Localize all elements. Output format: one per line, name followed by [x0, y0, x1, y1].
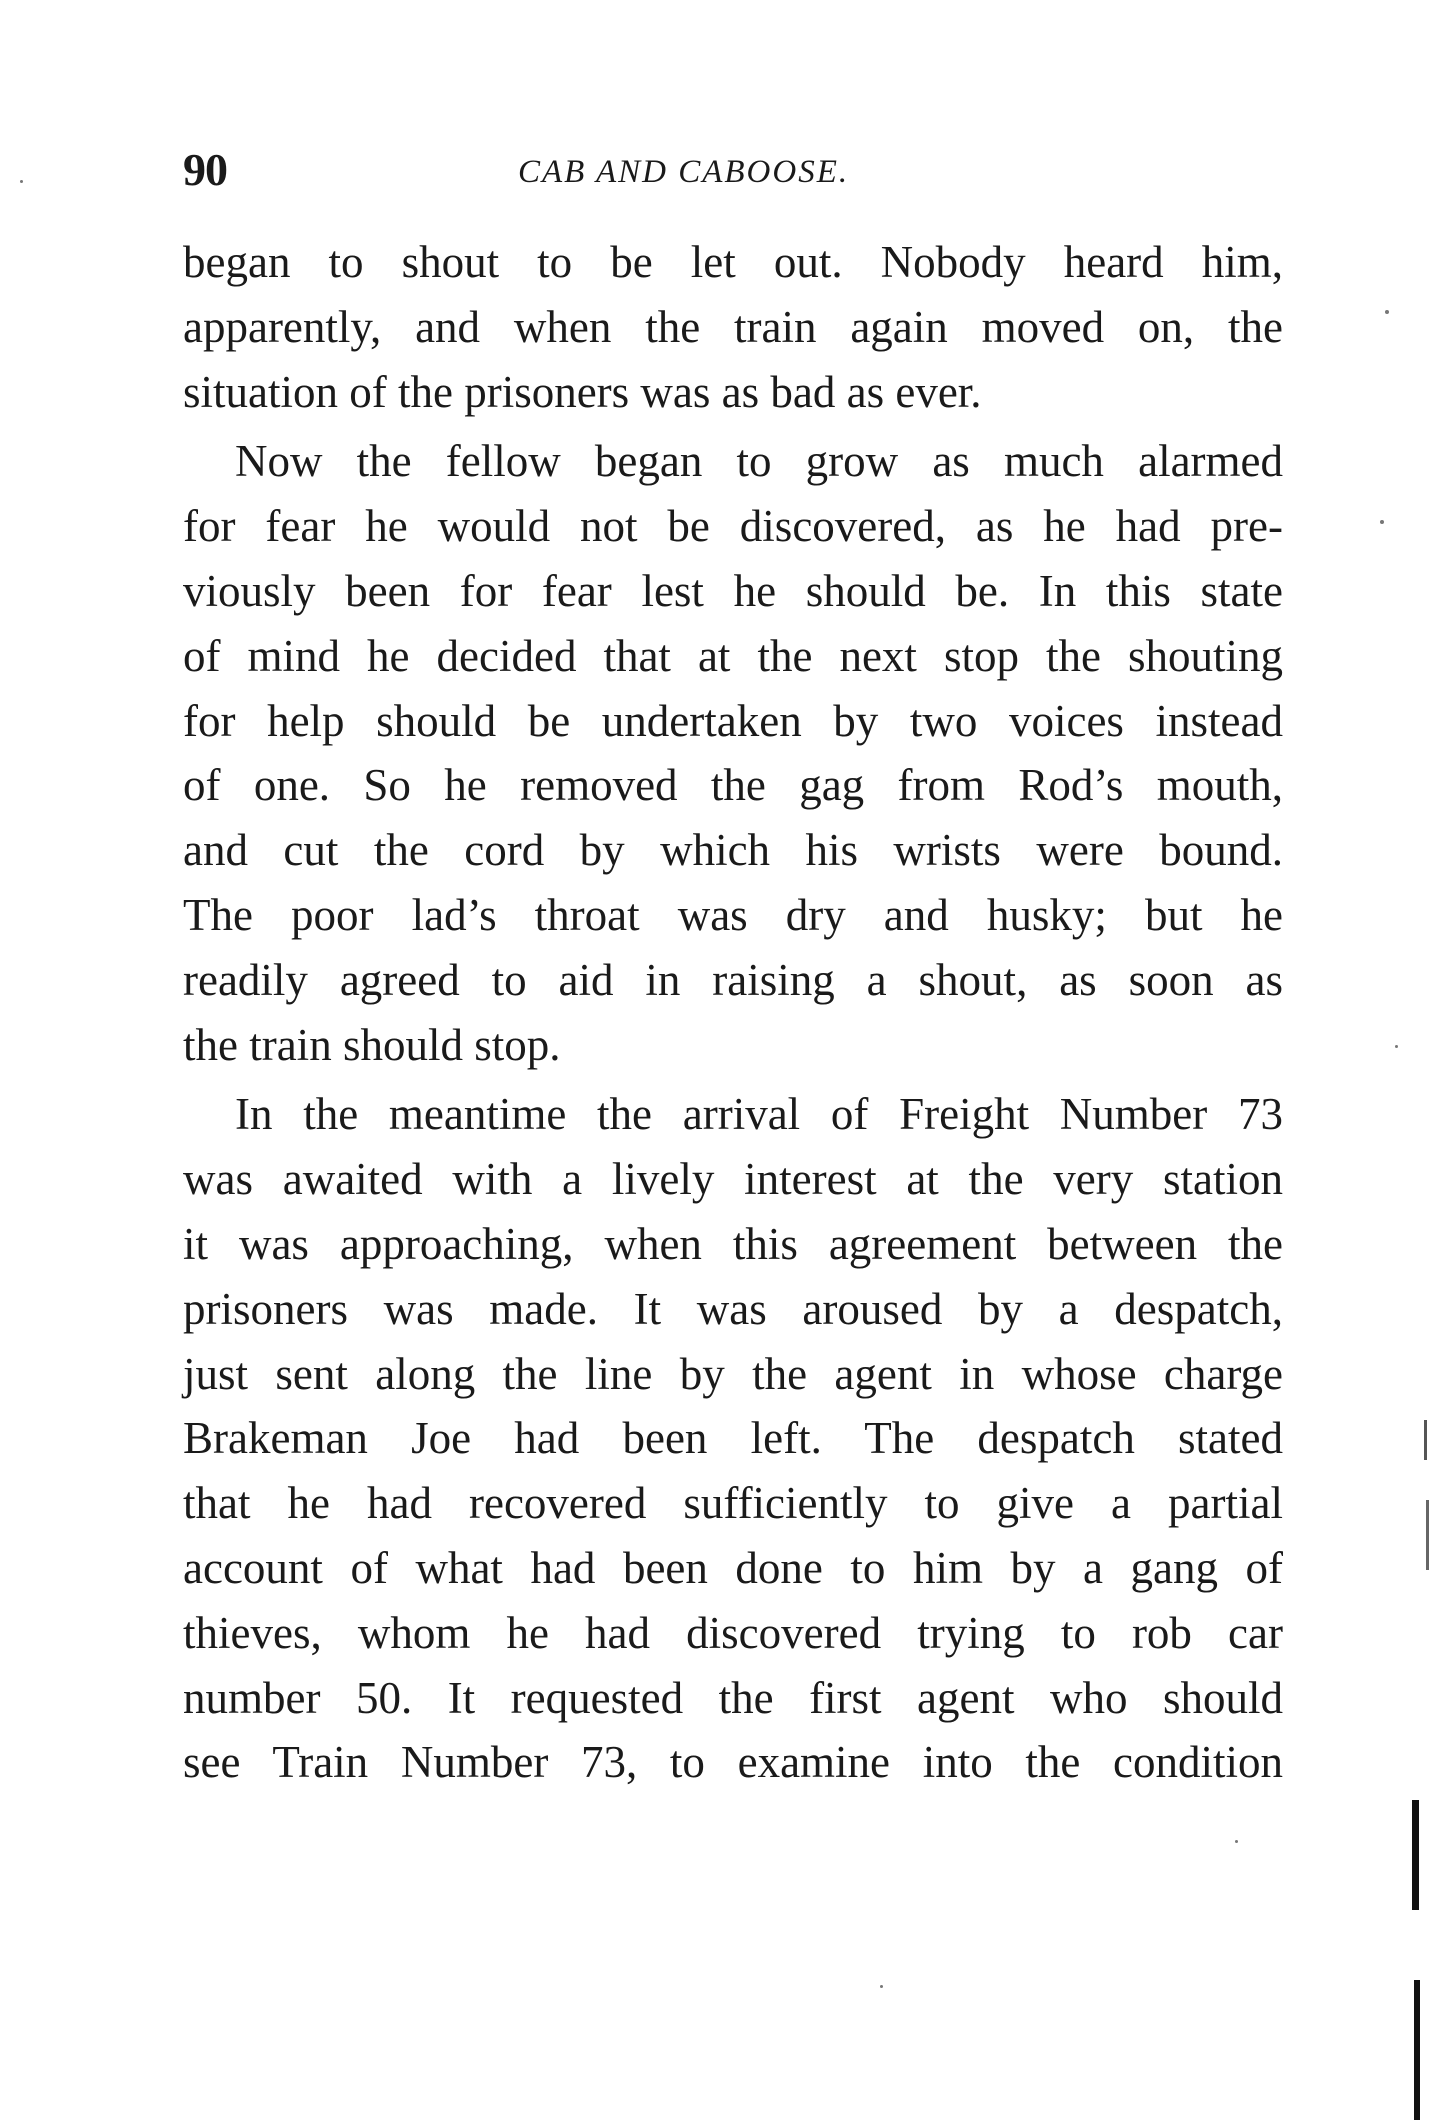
text-line: number 50. It requested the first agent who should [183, 1672, 1283, 1723]
scan-speck [880, 1985, 883, 1988]
scan-edge-mark [1426, 1500, 1429, 1570]
text-line: thieves, whom he had discovered trying to rob car [183, 1607, 1283, 1658]
scan-speck [1395, 1045, 1398, 1048]
page-header [183, 140, 1283, 200]
scan-edge-mark [1412, 1800, 1419, 1910]
text-line: it was approaching, when this agreement between the [183, 1218, 1283, 1269]
text-line: of mind he decided that at the next stop the shouting [183, 630, 1283, 681]
body-text [183, 230, 1283, 1795]
text-line: In the meantime the arrival of Freight Number 73 [235, 1089, 1283, 1140]
text-line: Brakeman Joe had been left. The despatch stated [183, 1413, 1283, 1464]
text-line: apparently, and when the train again moved on, the [183, 301, 1283, 352]
text-line: was awaited with a lively interest at the very station [183, 1154, 1283, 1205]
paragraph [183, 429, 1283, 1077]
text-line: for help should be undertaken by two voices instead [183, 695, 1283, 746]
text-line: began to shout to be let out. Nobody heard him, [183, 237, 1283, 287]
text-line: readily agreed to aid in raising a shout, as soon as [183, 954, 1283, 1005]
scan-speck [1235, 1840, 1238, 1843]
text-line: just sent along the line by the agent in whose charge [183, 1348, 1283, 1399]
text-line: Now the fellow began to grow as much alarmed [235, 436, 1283, 487]
paragraph [183, 230, 1283, 424]
paragraph [183, 1082, 1283, 1795]
scan-speck [20, 180, 23, 183]
text-line: the train should stop. [183, 1019, 561, 1070]
scan-edge-mark [1414, 1980, 1420, 2120]
text-line: situation of the prisoners was as bad as ever. [183, 366, 982, 417]
text-line: that he had recovered sufficiently to give a partial [183, 1478, 1283, 1529]
text-line: prisoners was made. It was aroused by a despatch, [183, 1283, 1283, 1334]
text-line: and cut the cord by which his wrists were bound. [183, 825, 1283, 876]
scan-edge-mark [1424, 1420, 1427, 1460]
text-line: account of what had been done to him by a gang of [183, 1542, 1283, 1593]
text-line: see Train Number 73, to examine into the condition [183, 1737, 1283, 1788]
text-line: for fear he would not be discovered, as he had pre- [183, 501, 1283, 552]
scan-speck [1380, 520, 1384, 524]
text-line: viously been for fear lest he should be. In this state [183, 565, 1283, 616]
scan-speck [1385, 310, 1389, 314]
page-number: 90 [183, 144, 227, 195]
running-head: CAB AND CABOOSE. [518, 154, 850, 190]
text-line: The poor lad’s throat was dry and husky; but he [183, 889, 1283, 940]
text-line: of one. So he removed the gag from Rod’s mouth, [183, 760, 1283, 811]
